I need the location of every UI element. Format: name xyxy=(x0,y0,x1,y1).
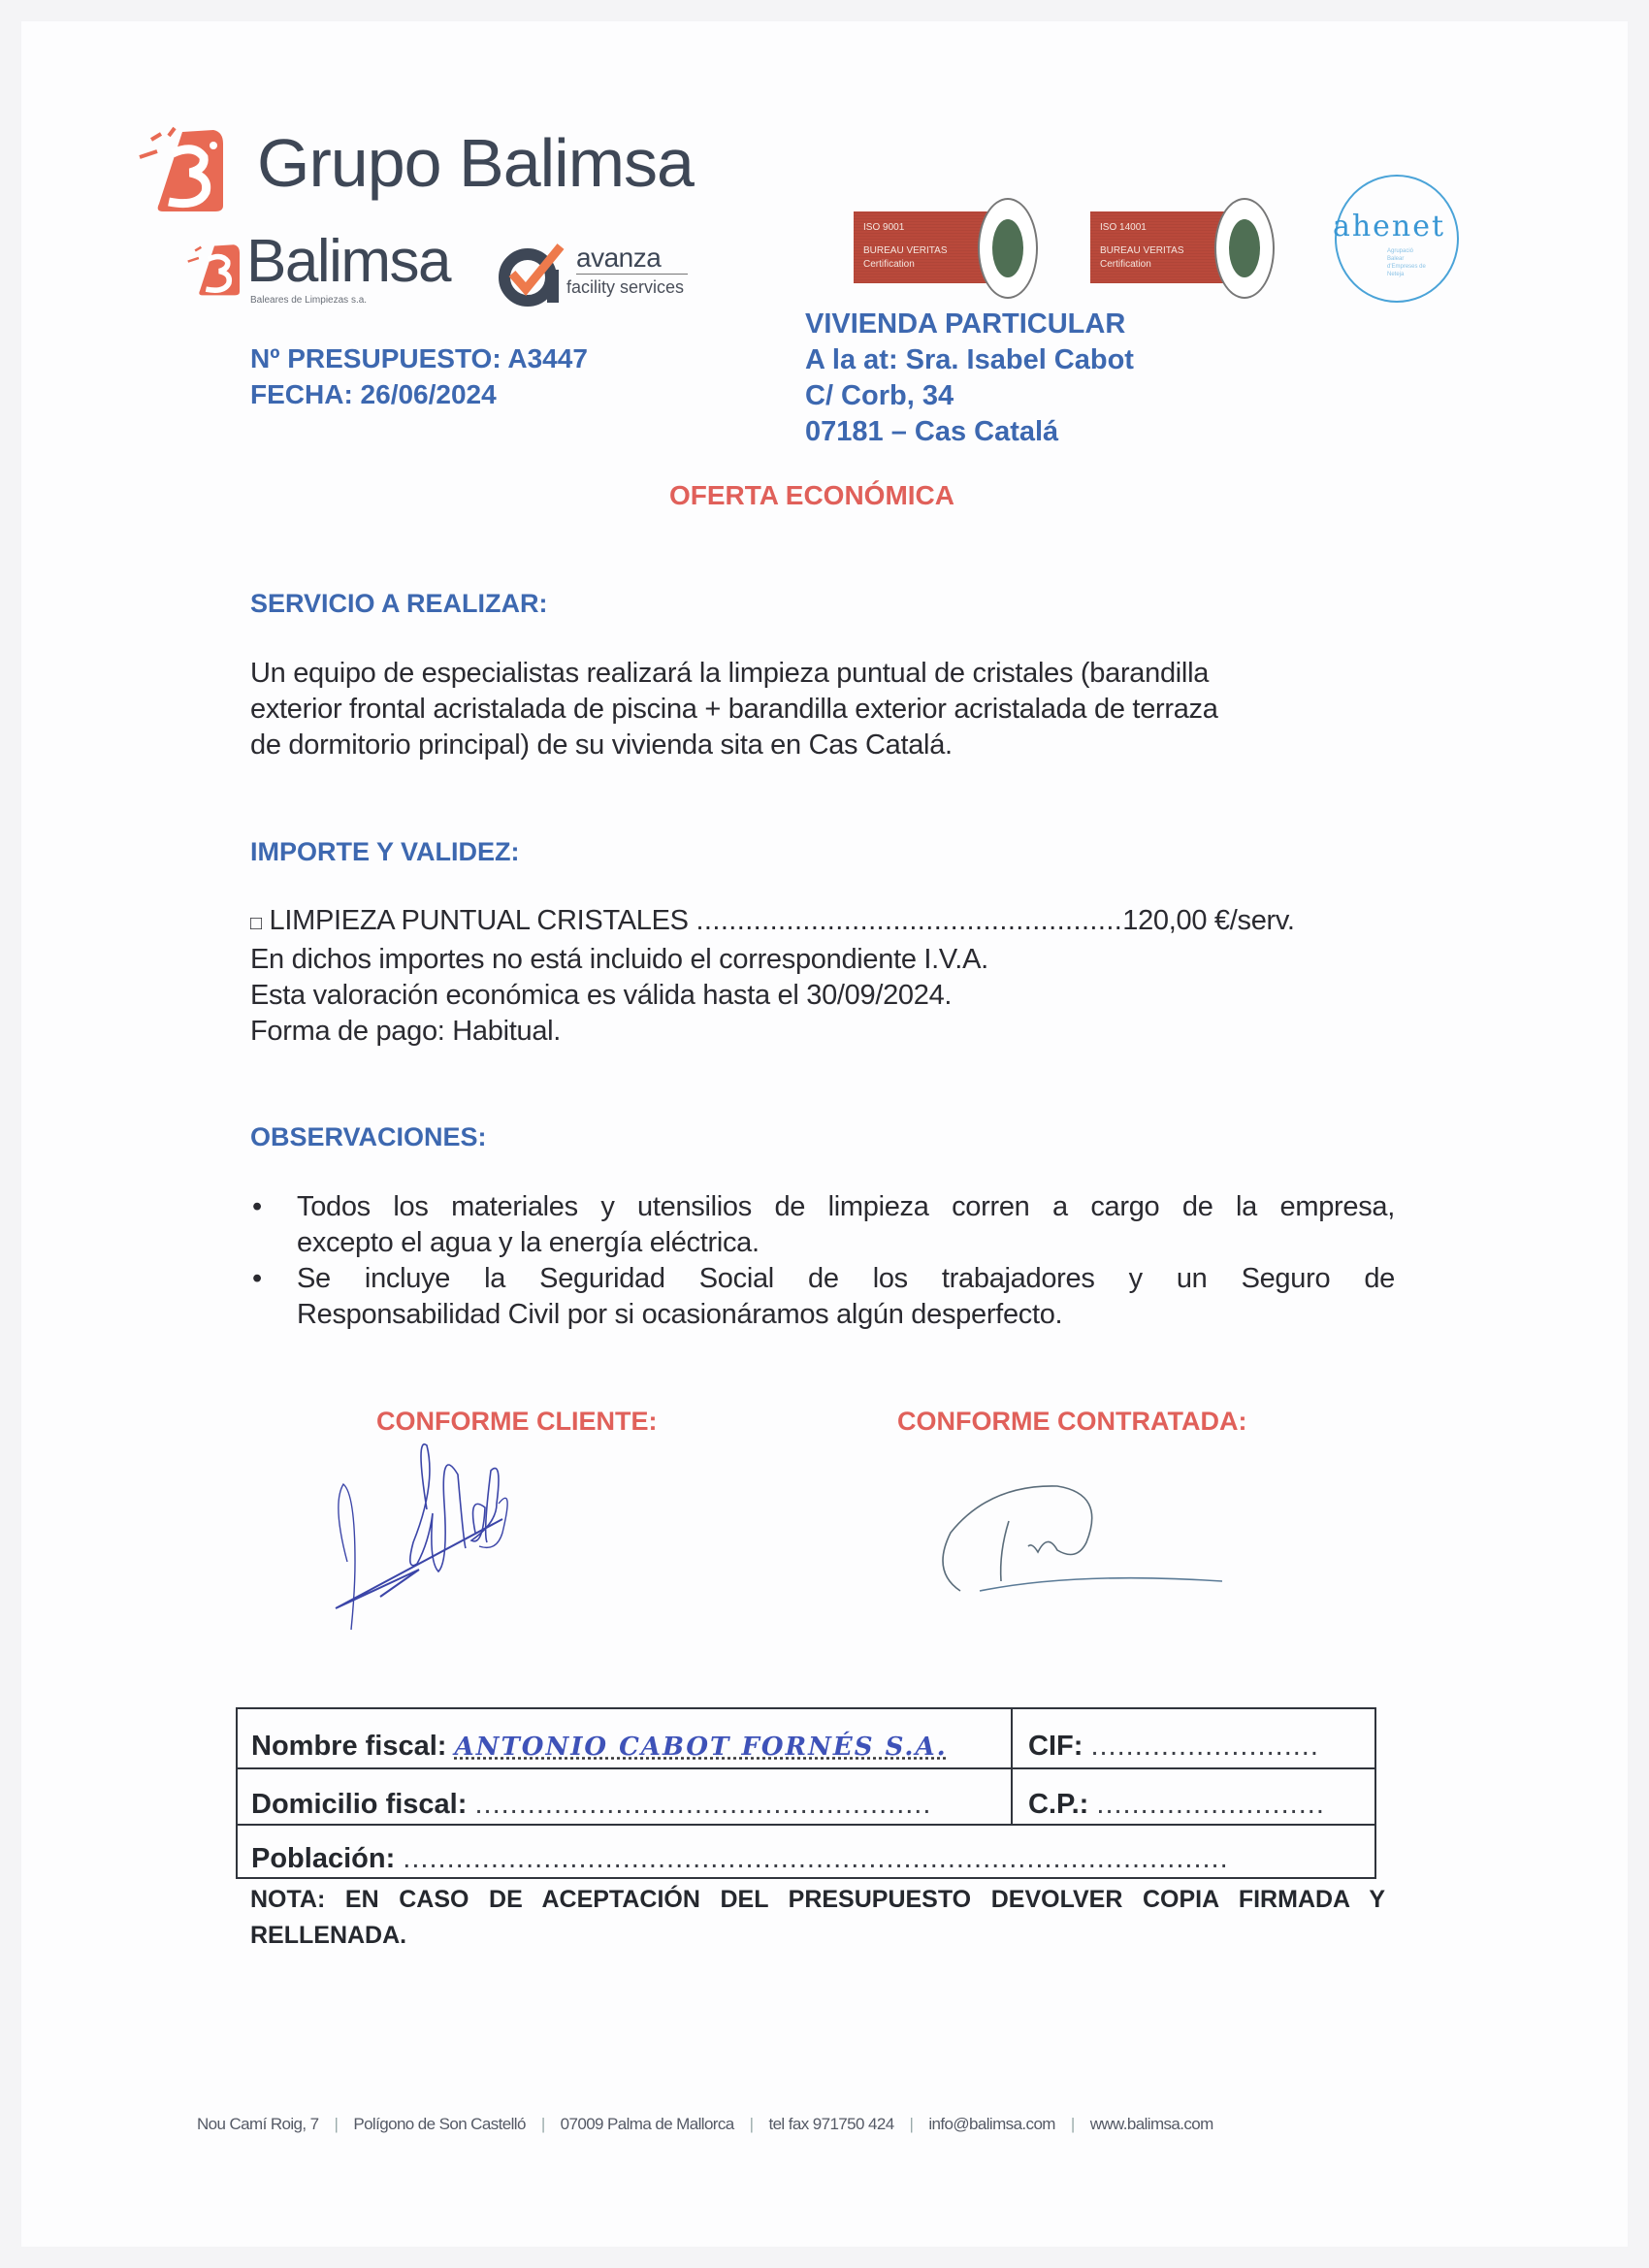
footer-city: 07009 Palma de Mallorca xyxy=(560,2115,734,2133)
client-signature xyxy=(312,1426,565,1659)
item-price: 120,00 €/serv. xyxy=(1122,905,1295,936)
recipient-block xyxy=(805,307,1134,450)
contractor-signature-label: CONFORME CONTRATADA: xyxy=(897,1407,1247,1436)
footer-email-link[interactable]: info@balimsa.com xyxy=(928,2115,1055,2133)
pricing-note: Forma de pago: Habitual. xyxy=(250,1016,562,1047)
bullet-icon: • xyxy=(252,1191,262,1222)
domicilio-fiscal-label: Domicilio fiscal: xyxy=(251,1789,468,1820)
document-title: OFERTA ECONÓMICA xyxy=(669,480,954,510)
nombre-fiscal-field[interactable] xyxy=(251,1731,948,1763)
ahenet-name: ahenet xyxy=(1332,210,1446,243)
footer-separator: | xyxy=(334,2115,339,2133)
ahenet-subtitle: Agrupació Balear d'Empreses de Neteja xyxy=(1387,248,1426,277)
footer-address: Nou Camí Roig, 7 xyxy=(197,2115,319,2133)
cp-value[interactable]: .......................... xyxy=(1096,1789,1325,1820)
recipient-street: C/ Corb, 34 xyxy=(805,380,954,411)
pricing-item xyxy=(250,903,1395,942)
cert-standard: ISO 9001 xyxy=(863,222,905,233)
cert-label: Certification xyxy=(863,259,915,270)
column-divider xyxy=(1011,1709,1013,1824)
pricing-note: Esta valoración económica es válida hasta el 30/09/2024. xyxy=(250,980,953,1011)
nombre-fiscal-value[interactable]: ANTONIO CABOT FORNÉS S.A. xyxy=(454,1733,948,1762)
observation-line: Todos los materiales y utensilios de limpieza corren a cargo de la empresa, xyxy=(297,1191,1395,1222)
cif-value[interactable]: .......................... xyxy=(1090,1731,1319,1762)
recipient-type: VIVIENDA PARTICULAR xyxy=(805,308,1126,340)
poblacion-field[interactable] xyxy=(251,1843,1229,1875)
domicilio-fiscal-field[interactable] xyxy=(251,1789,931,1821)
cp-label: C.P.: xyxy=(1028,1789,1089,1820)
recipient-city: 07181 – Cas Catalá xyxy=(805,416,1059,447)
service-line: exterior frontal acristalada de piscina + barandilla exterior acristalada de terraza xyxy=(250,694,1218,725)
cert-issuer: BUREAU VERITAS xyxy=(863,245,948,256)
footer-separator: | xyxy=(1070,2115,1075,2133)
domicilio-fiscal-value[interactable]: .................................................... xyxy=(474,1789,932,1820)
cp-field[interactable] xyxy=(1028,1789,1325,1821)
checkbox-icon[interactable]: □ xyxy=(250,913,262,934)
footer-contact xyxy=(197,2115,1213,2134)
service-description xyxy=(250,656,1395,763)
item-leader: .................................................... xyxy=(695,905,1123,936)
iso-14001-badge xyxy=(1090,211,1302,283)
balimsa-b-icon xyxy=(134,124,231,216)
service-line: Un equipo de especialistas realizará la limpieza puntual de cristales (barandilla xyxy=(250,658,1210,689)
balimsa-b-small-icon xyxy=(184,241,244,299)
observations-heading: OBSERVACIONES: xyxy=(250,1122,487,1151)
service-heading: SERVICIO A REALIZAR: xyxy=(250,589,548,618)
poblacion-value[interactable]: .............................................................................................. xyxy=(403,1843,1229,1874)
ahenet-logo xyxy=(1332,175,1459,303)
bureau-veritas-seal-icon xyxy=(978,198,1038,299)
recipient-attention: A la at: Sra. Isabel Cabot xyxy=(805,344,1134,375)
footer-website-link[interactable]: www.balimsa.com xyxy=(1089,2115,1213,2133)
footer-separator: | xyxy=(540,2115,545,2133)
footer-separator: | xyxy=(749,2115,754,2133)
acceptance-note xyxy=(250,1882,1385,1954)
footer-separator: | xyxy=(909,2115,914,2133)
quote-date: FECHA: 26/06/2024 xyxy=(250,379,497,409)
cif-label: CIF: xyxy=(1028,1731,1083,1762)
bureau-veritas-seal-icon xyxy=(1214,198,1275,299)
contractor-signature xyxy=(931,1474,1222,1610)
poblacion-label: Población: xyxy=(251,1843,396,1874)
observation-item xyxy=(250,1261,1395,1333)
iso-9001-badge xyxy=(854,211,1065,283)
pricing-block xyxy=(250,903,1395,1050)
cert-standard: ISO 14001 xyxy=(1100,222,1147,233)
cif-field[interactable] xyxy=(1028,1731,1319,1763)
bullet-icon: • xyxy=(252,1263,262,1294)
observations-list xyxy=(250,1189,1395,1333)
note-line: RELLENADA. xyxy=(250,1922,407,1949)
partner-name: avanza xyxy=(576,243,688,275)
observation-line: excepto el agua y la energía eléctrica. xyxy=(297,1227,760,1258)
pricing-note: En dichos importes no está incluido el correspondiente I.V.A. xyxy=(250,944,988,975)
fiscal-data-table xyxy=(236,1707,1376,1879)
avanza-check-icon xyxy=(497,241,566,307)
footer-phone: tel fax 971750 424 xyxy=(768,2115,894,2133)
observation-line: Responsabilidad Civil por si ocasionáramos algún desperfecto. xyxy=(297,1299,1063,1330)
group-name: Grupo Balimsa xyxy=(257,125,694,201)
quote-number: Nº PRESUPUESTO: A3447 xyxy=(250,343,588,373)
cert-label: Certification xyxy=(1100,259,1151,270)
note-line: NOTA: EN CASO DE ACEPTACIÓN DEL PRESUPUESTO DEVOLVER COPIA FIRMADA Y xyxy=(250,1886,1385,1913)
client-signature-label: CONFORME CLIENTE: xyxy=(376,1407,658,1436)
partner-subtitle: facility services xyxy=(566,277,685,297)
service-line: de dormitorio principal) de su vivienda sita en Cas Catalá. xyxy=(250,729,953,761)
observation-item xyxy=(250,1189,1395,1261)
cert-issuer: BUREAU VERITAS xyxy=(1100,245,1184,256)
item-name: LIMPIEZA PUNTUAL CRISTALES xyxy=(269,905,689,936)
pricing-heading: IMPORTE Y VALIDEZ: xyxy=(250,837,520,866)
company-name: Balimsa xyxy=(246,228,451,295)
company-subtitle: Baleares de Limpiezas s.a. xyxy=(250,295,368,306)
nombre-fiscal-label: Nombre fiscal: xyxy=(251,1731,447,1762)
observation-line: Se incluye la Seguridad Social de los trabajadores y un Seguro de xyxy=(297,1263,1395,1294)
footer-area: Polígono de Son Castelló xyxy=(353,2115,526,2133)
